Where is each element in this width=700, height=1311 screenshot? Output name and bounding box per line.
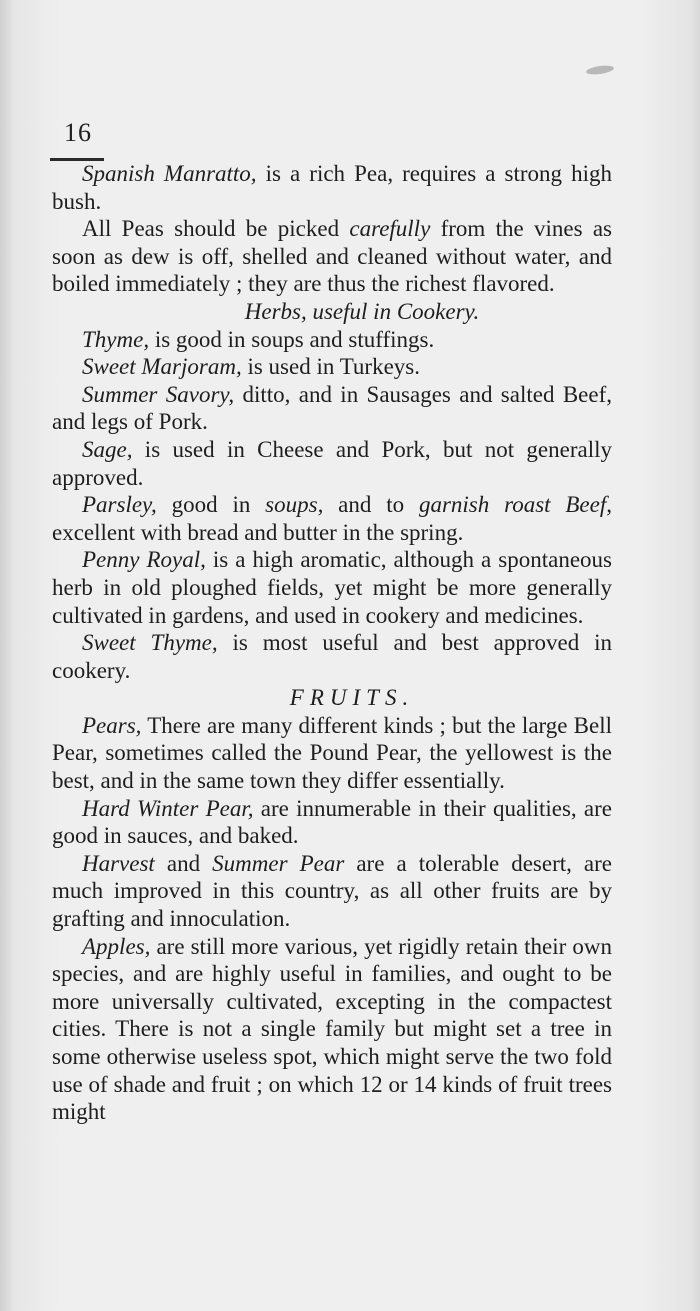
- emphasis: soups,: [265, 492, 324, 518]
- paragraph-text: is most useful and best approved in cookery.: [52, 630, 612, 683]
- paragraph-text: are innumerable in their qualities, are good in sauces, and baked.: [52, 795, 613, 849]
- paragraph-penny-royal: [52, 546, 612, 629]
- paragraph-all-peas: [52, 215, 612, 298]
- term: Parsley,: [82, 492, 157, 518]
- paragraph-spanish-manratto: [52, 160, 612, 215]
- paragraph-apples: [52, 933, 612, 1126]
- paragraph-sage: [52, 436, 612, 491]
- term: Sweet Marjoram,: [82, 354, 242, 380]
- paragraph-harvest-summer-pear: [52, 850, 612, 933]
- term: Sage,: [82, 436, 133, 462]
- term: Apples,: [82, 933, 151, 959]
- term: Penny Royal,: [82, 547, 206, 573]
- fruits-heading: FRUITS.: [289, 685, 415, 711]
- term: Spanish Manratto,: [82, 161, 257, 186]
- paragraph-parsley: [52, 491, 612, 546]
- paragraph-sweet-marjoram: [52, 353, 612, 381]
- paragraph-pears: [52, 712, 612, 795]
- paragraph-text: is a high aromatic, although a spontaneous herb in old ploughed fields, yet might be more generally cultivated in gardens, and used in cookery and medicines.: [52, 547, 612, 628]
- term: Pears,: [82, 712, 142, 738]
- term: Hard Winter Pear,: [82, 795, 254, 821]
- term: Thyme,: [82, 326, 150, 352]
- term: Summer Pear: [212, 850, 345, 876]
- paragraph-text: There are many different kinds ; but the large Bell Pear, sometimes called the Pound Pear, the yellowest is the best, and in the same town they differ essentially.: [52, 712, 612, 794]
- paragraph-text: are still more various, yet rigidly retain their own species, and are highly useful in families, and ought to be more universally cultivated, excepting in the compactest cities. There is not a single family but might set a tree in some otherwise useless spot, which might serve the two fold use of shade and fruit ; on which 12 or 14 kinds of fruit trees might: [52, 933, 612, 1125]
- paragraph-text: is a rich Pea, requires a strong high bush.: [52, 161, 612, 214]
- paragraph-text: is used in Turkeys.: [241, 354, 421, 380]
- page-number: 16: [64, 118, 92, 147]
- body-text: [52, 160, 612, 1126]
- paragraph-text: and to: [323, 492, 419, 518]
- paragraph-text: excellent with bread and butter in the spring.: [52, 519, 464, 545]
- paragraph-text: good in: [156, 492, 266, 518]
- paragraph-text: ditto, and in Sausages and salted Beef, and legs of Pork.: [52, 381, 612, 435]
- paragraph-lead: All Peas should be picked: [82, 216, 350, 242]
- herbs-heading: Herbs, useful in Cookery.: [244, 298, 480, 324]
- emphasis: garnish roast Beef,: [418, 492, 612, 518]
- paragraph-sweet-thyme: [52, 629, 612, 684]
- emphasis: carefully: [349, 216, 431, 242]
- term: Harvest: [82, 850, 155, 876]
- ink-smudge: [586, 64, 615, 76]
- paragraph-text: is good in soups and stuffings.: [149, 326, 435, 352]
- paragraph-summer-savory: [52, 381, 612, 436]
- paragraph-thyme: [52, 326, 612, 354]
- paragraph-text: are a tolerable desert, are much improved in this country, as all other fruits are by grafting and innoculation.: [52, 850, 612, 932]
- paragraph-text: from the vines as soon as dew is off, shelled and cleaned without water, and boiled immediately ; they are thus the richest flavored.: [52, 216, 612, 297]
- paragraph-text: is used in Cheese and Pork, but not generally approved.: [52, 436, 612, 490]
- paragraph-text: and: [154, 850, 213, 876]
- paragraph-hard-winter-pear: [52, 795, 612, 850]
- term: Summer Savory,: [82, 381, 235, 407]
- term: Sweet Thyme,: [82, 630, 218, 656]
